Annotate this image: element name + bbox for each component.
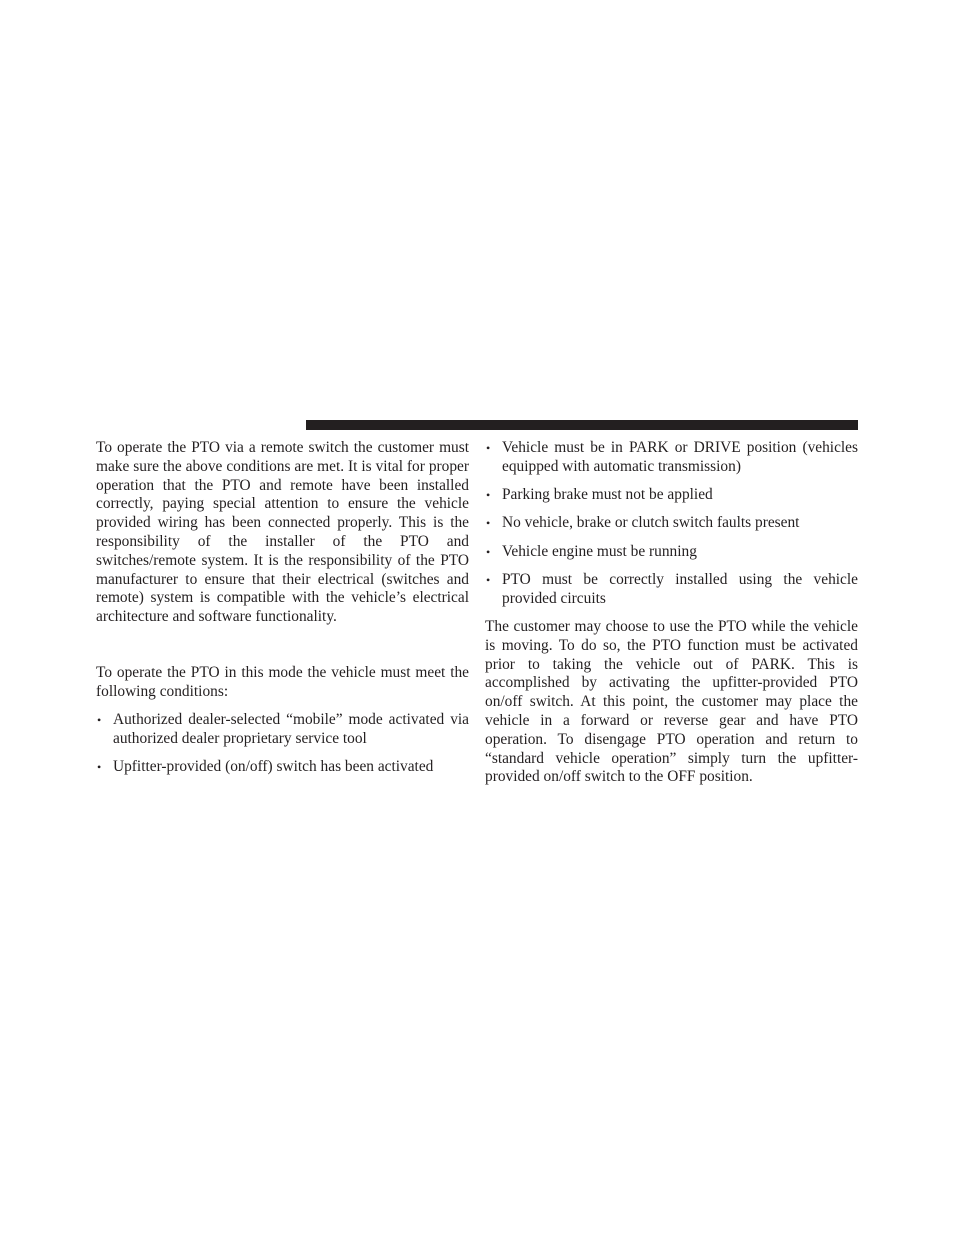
section-header-rule	[306, 420, 858, 430]
list-item-text: Vehicle must be in PARK or DRIVE position (vehicles equipped with automatic transmission)	[502, 439, 858, 475]
list-item	[485, 543, 858, 562]
list-item-text: Parking brake must not be applied	[502, 486, 713, 504]
right-column	[485, 439, 858, 787]
list-item-text: Vehicle engine must be running	[502, 542, 697, 560]
mobile-mode-conditions-list	[96, 711, 469, 777]
list-item	[485, 514, 858, 533]
list-item-text: Authorized dealer-selected “mobile” mode activated via authorized dealer proprietary service tool	[113, 711, 469, 747]
bullet-icon: •	[486, 544, 491, 559]
mobile-operation-paragraph: The customer may choose to use the PTO while the vehicle is moving. To do so, the PTO function must be activated prior to taking the vehicle out of PARK. This is accomplished by activating the upfitter-provided PTO on/off switch. At this point, the customer may place the vehicle in a forward or reverse gear and have PTO operation. To disengage PTO operation and return to “standard vehicle operation” simply turn the upfitter-provided on/off switch to the OFF position.	[485, 618, 858, 786]
mobile-mode-conditions-intro: To operate the PTO in this mode the vehicle must meet the following conditions:	[96, 663, 469, 700]
remote-switch-paragraph: To operate the PTO via a remote switch the customer must make sure the above conditions are met. It is vital for proper operation that the PTO and remote have been installed correctly, paying special attention to ensure the vehicle provided wiring has been connected properly. This is the responsibility of the installer of the PTO and switches/remote system. It is the responsibility of the PTO manufacturer to ensure that their electrical (switches and remote) system is compatible with the vehicle’s electrical architecture and software functionality.	[96, 439, 469, 626]
vehicle-conditions-list	[485, 439, 858, 609]
list-item	[96, 711, 469, 749]
bullet-icon: •	[486, 488, 491, 503]
list-item	[96, 758, 469, 777]
list-item	[485, 486, 858, 505]
bullet-icon: •	[486, 441, 491, 455]
list-item-text: PTO must be correctly installed using the vehicle provided circuits	[502, 570, 858, 607]
left-column	[96, 439, 469, 777]
list-item	[485, 571, 858, 609]
list-item-text: No vehicle, brake or clutch switch faults present	[502, 514, 800, 532]
bullet-icon: •	[97, 713, 102, 728]
bullet-icon: •	[486, 572, 491, 587]
list-item	[485, 439, 858, 477]
list-item-text: Upfitter-provided (on/off) switch has been activated	[113, 758, 434, 776]
bullet-icon: •	[486, 516, 491, 531]
bullet-icon: •	[97, 760, 102, 775]
